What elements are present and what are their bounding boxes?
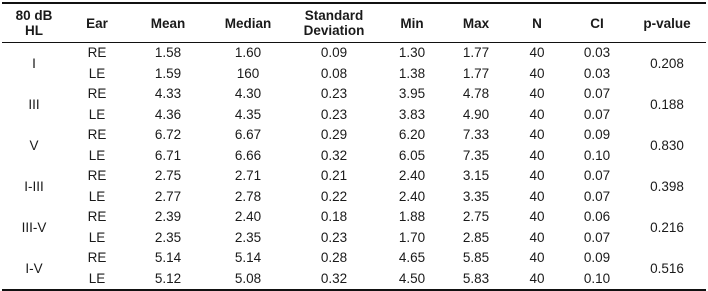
min-cell: 4.65: [398, 250, 426, 266]
min-cell: 1.30: [398, 45, 426, 61]
header-standard-deviation: [288, 3, 380, 43]
header-label-line2: Deviation: [303, 23, 365, 38]
header-intensity: [2, 3, 66, 43]
table-row: [2, 125, 706, 146]
ci-cell: 0.07: [583, 229, 611, 245]
min-cell: 1.88: [398, 209, 426, 225]
ci-cell: 0.06: [583, 209, 611, 225]
table-row: [2, 166, 706, 187]
median-cell: 160: [236, 65, 260, 81]
ci-cell: 0.07: [583, 168, 611, 184]
max-cell: 2.75: [462, 209, 490, 225]
median-cell: 5.14: [234, 250, 262, 266]
header-label-line2: HL: [25, 23, 43, 38]
ci-cell: 0.07: [583, 86, 611, 102]
table-row: [2, 105, 706, 126]
wave-label-cell: I: [32, 55, 36, 71]
max-cell: 7.33: [462, 127, 490, 143]
mean-cell: 2.75: [154, 168, 182, 184]
p-value-cell: 0.516: [650, 260, 684, 276]
header-label: Standard: [304, 8, 364, 23]
sd-cell: 0.21: [320, 168, 348, 184]
wave-label-cell: V: [29, 137, 39, 153]
max-cell: 2.85: [462, 229, 490, 245]
ci-cell: 0.09: [583, 250, 611, 266]
table-row: [2, 228, 706, 249]
sd-cell: 0.23: [320, 106, 348, 122]
min-cell: 6.05: [398, 147, 426, 163]
header-ear: [66, 3, 128, 43]
p-value-cell: 0.398: [650, 178, 684, 194]
sd-cell: 0.29: [320, 127, 348, 143]
median-cell: 2.40: [234, 209, 262, 225]
ear-cell: RE: [87, 168, 107, 184]
header-min: [380, 3, 444, 43]
min-cell: 3.83: [398, 106, 426, 122]
max-cell: 4.90: [462, 106, 490, 122]
median-cell: 2.71: [234, 168, 262, 184]
header-label: Mean: [150, 15, 186, 31]
sd-cell: 0.09: [320, 45, 348, 61]
table-row: [2, 64, 706, 85]
median-cell: 6.66: [234, 147, 262, 163]
min-cell: 1.70: [398, 229, 426, 245]
max-cell: 5.83: [462, 270, 490, 286]
mean-cell: 6.71: [154, 147, 182, 163]
sd-cell: 0.18: [320, 209, 348, 225]
wave-label-cell: III: [28, 96, 40, 112]
header-ci: [566, 3, 628, 43]
ci-cell: 0.07: [583, 188, 611, 204]
n-cell: 40: [529, 86, 545, 102]
sd-cell: 0.23: [320, 86, 348, 102]
max-cell: 1.77: [462, 65, 490, 81]
ear-cell: LE: [88, 65, 106, 81]
n-cell: 40: [529, 127, 545, 143]
ci-cell: 0.10: [583, 270, 611, 286]
min-cell: 3.95: [398, 86, 426, 102]
table-body: [2, 43, 706, 291]
n-cell: 40: [529, 250, 545, 266]
ear-cell: RE: [87, 45, 107, 61]
n-cell: 40: [529, 229, 545, 245]
mean-cell: 2.77: [154, 188, 182, 204]
header-label: CI: [590, 15, 604, 31]
mean-cell: 5.12: [154, 270, 182, 286]
min-cell: 6.20: [398, 127, 426, 143]
mean-cell: 1.58: [154, 45, 182, 61]
header-label: 80 dB: [15, 8, 53, 23]
table-row: [2, 146, 706, 167]
ci-cell: 0.07: [583, 106, 611, 122]
median-cell: 2.35: [234, 229, 262, 245]
max-cell: 3.15: [462, 168, 490, 184]
mean-cell: 6.72: [154, 127, 182, 143]
sd-cell: 0.22: [320, 188, 348, 204]
p-value-cell: 0.208: [650, 55, 684, 71]
ear-cell: RE: [87, 127, 107, 143]
ear-cell: LE: [88, 188, 106, 204]
n-cell: 40: [529, 65, 545, 81]
p-value-cell: 0.216: [650, 219, 684, 235]
ci-cell: 0.09: [583, 127, 611, 143]
sd-cell: 0.23: [320, 229, 348, 245]
wave-label-cell: I-III: [24, 178, 44, 194]
max-cell: 7.35: [462, 147, 490, 163]
max-cell: 4.78: [462, 86, 490, 102]
header-label: Min: [400, 15, 424, 31]
median-cell: 4.30: [234, 86, 262, 102]
header-max: [444, 3, 508, 43]
wave-label-cell: III-V: [21, 219, 47, 235]
median-cell: 6.67: [234, 127, 262, 143]
mean-cell: 2.39: [154, 209, 182, 225]
mean-cell: 4.33: [154, 86, 182, 102]
median-cell: 1.60: [234, 45, 262, 61]
mean-cell: 2.35: [154, 229, 182, 245]
sd-cell: 0.08: [320, 65, 348, 81]
min-cell: 1.38: [398, 65, 426, 81]
table-row: [2, 84, 706, 105]
n-cell: 40: [529, 147, 545, 163]
ear-cell: LE: [88, 270, 106, 286]
n-cell: 40: [529, 188, 545, 204]
table-row: [2, 43, 706, 64]
header-label: N: [532, 15, 542, 31]
median-cell: 5.08: [234, 270, 262, 286]
ear-cell: LE: [88, 147, 106, 163]
mean-cell: 5.14: [154, 250, 182, 266]
min-cell: 2.40: [398, 188, 426, 204]
table-row: [2, 269, 706, 291]
table-header-row: [2, 3, 706, 43]
ci-cell: 0.03: [583, 45, 611, 61]
header-median: [208, 3, 288, 43]
median-cell: 2.78: [234, 188, 262, 204]
p-value-cell: 0.188: [650, 96, 684, 112]
ear-cell: RE: [87, 86, 107, 102]
table-row: [2, 248, 706, 269]
sd-cell: 0.28: [320, 250, 348, 266]
mean-cell: 4.36: [154, 106, 182, 122]
header-n: [508, 3, 566, 43]
n-cell: 40: [529, 209, 545, 225]
median-cell: 4.35: [234, 106, 262, 122]
ear-cell: LE: [88, 229, 106, 245]
abr-statistics-table: [2, 2, 706, 291]
n-cell: 40: [529, 168, 545, 184]
table-row: [2, 187, 706, 208]
ear-cell: LE: [88, 106, 106, 122]
mean-cell: 1.59: [154, 65, 182, 81]
n-cell: 40: [529, 45, 545, 61]
max-cell: 3.35: [462, 188, 490, 204]
ci-cell: 0.03: [583, 65, 611, 81]
max-cell: 5.85: [462, 250, 490, 266]
header-label: Median: [224, 15, 272, 31]
wave-label-cell: I-V: [25, 260, 43, 276]
sd-cell: 0.32: [320, 147, 348, 163]
header-p-value: [628, 3, 706, 43]
ear-cell: RE: [87, 209, 107, 225]
min-cell: 4.50: [398, 270, 426, 286]
header-mean: [128, 3, 208, 43]
sd-cell: 0.32: [320, 270, 348, 286]
header-label: p-value: [643, 15, 691, 31]
max-cell: 1.77: [462, 45, 490, 61]
ear-cell: RE: [87, 250, 107, 266]
table-row: [2, 207, 706, 228]
ci-cell: 0.10: [583, 147, 611, 163]
header-label: Max: [462, 15, 490, 31]
min-cell: 2.40: [398, 168, 426, 184]
n-cell: 40: [529, 270, 545, 286]
p-value-cell: 0.830: [650, 137, 684, 153]
header-label: Ear: [86, 15, 108, 31]
n-cell: 40: [529, 106, 545, 122]
